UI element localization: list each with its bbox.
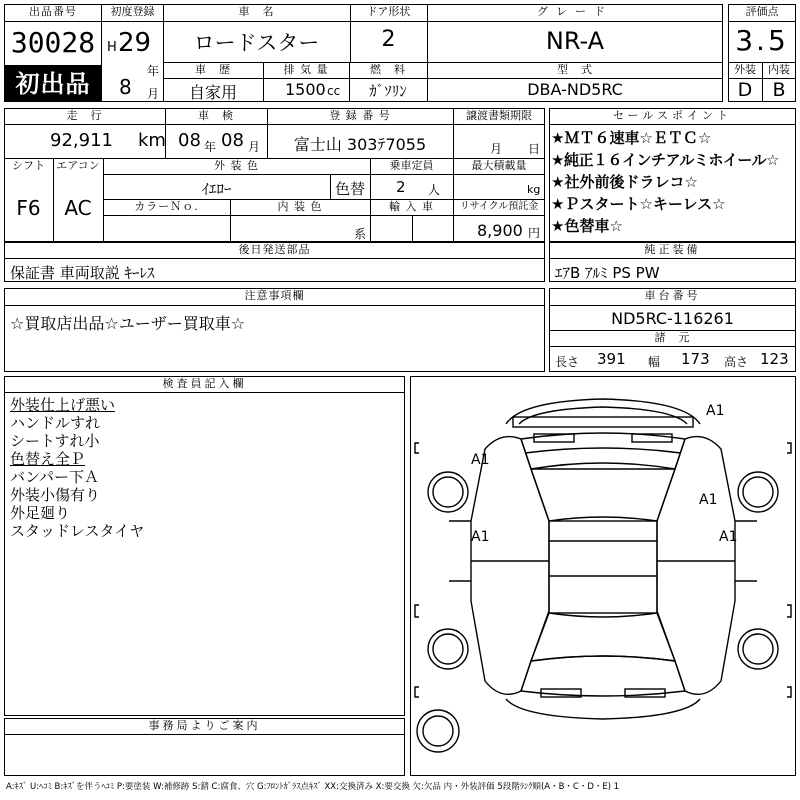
model-label: 型 式 [557, 63, 593, 76]
width-value: 173 [681, 350, 710, 368]
office-label: 事務局よりご案内 [148, 719, 261, 732]
displacement-unit: cc [327, 84, 341, 98]
ext-color: ｲｴﾛｰ [201, 180, 232, 198]
rear-bumper [506, 699, 700, 719]
first-listing-text: 初出品 [15, 70, 91, 98]
history-label: 車 歴 [195, 63, 231, 76]
sales-point-item: ★純正１６インチアルミホイール☆ [551, 151, 779, 169]
history: 自家用 [188, 83, 237, 102]
int-grade: B [772, 79, 786, 101]
car-name: ロードスター [193, 31, 320, 55]
wheel-rear-right [738, 629, 778, 669]
rear-window [531, 613, 675, 661]
inspector-note: ハンドルすれ [10, 414, 101, 432]
int-color-label: 内 装 色 [277, 200, 323, 213]
capacity: 2 [396, 178, 406, 196]
height-label: 高さ [724, 355, 749, 369]
grade: NR-A [545, 27, 605, 55]
grade-label: グレード [537, 5, 613, 18]
car-diagram-svg [411, 377, 795, 775]
wheel-rear-left [428, 629, 468, 669]
transfer-day: 日 [528, 142, 541, 156]
mileage-label: 走 行 [66, 109, 103, 122]
transfer-month: 月 [490, 142, 503, 156]
recycle-amount: 8,900 [477, 221, 523, 240]
chassis-value: ND5RC-116261 [611, 309, 734, 328]
import-label: 輸 入 車 [389, 200, 434, 213]
mileage-unit: km [138, 130, 166, 151]
chassis-label: 車台番号 [644, 289, 701, 302]
trunk [521, 656, 685, 696]
inspector-label: 検査員記入欄 [162, 377, 247, 390]
caution-label: 注意事項欄 [244, 289, 305, 302]
reg-month: 8 [119, 75, 132, 99]
inspector-notes [10, 396, 400, 540]
details-box [4, 108, 545, 242]
insp-year-unit: 年 [204, 140, 217, 154]
model: DBA-ND5RC [527, 80, 623, 99]
first-listing-badge [4, 66, 102, 102]
wheel-front-left [428, 472, 468, 512]
ac-label: エアコン [56, 159, 100, 172]
front-grille [513, 417, 693, 427]
later-parts-label: 後日発送部品 [238, 243, 311, 256]
sales-points-label: セールスポイント [612, 109, 732, 122]
cabin [549, 521, 657, 613]
equipment-label: 純正装備 [644, 243, 701, 256]
int-grade-label: 内装 [768, 63, 790, 76]
fuel: ｶﾞｿﾘﾝ [369, 82, 407, 100]
capacity-label: 乗車定員 [389, 159, 434, 172]
repaint-flag: 色替 [334, 180, 365, 198]
sales-point-item: ★Ｐスタート☆キーレス☆ [551, 195, 726, 213]
first-reg-label: 初度登録 [110, 5, 155, 18]
mileage: 92,911 [50, 130, 113, 151]
shift-label: シフト [12, 159, 45, 172]
inspector-note: スタッドレスタイヤ [10, 522, 145, 540]
ac: AC [64, 196, 92, 220]
inspector-note: 外装小傷有り [10, 486, 101, 504]
recycle-unit: 円 [528, 226, 541, 240]
insp-month: 08 [221, 130, 244, 151]
damage-mark: A1 [719, 529, 738, 545]
windshield [531, 463, 675, 521]
recycle-label: リサイクル預託金 [459, 201, 539, 212]
sales-point-item: ★社外前後ドラレコ☆ [551, 173, 698, 191]
car-name-label: 車 名 [238, 5, 275, 18]
damage-mark: A1 [699, 492, 718, 508]
later-parts-value: 保証書 車両取説 ｷｰﾚｽ [10, 264, 155, 282]
insp-month-unit: 月 [248, 140, 261, 154]
inspector-note: シートすれ小 [10, 432, 100, 450]
length-value: 391 [597, 350, 626, 368]
damage-mark: A1 [471, 529, 490, 545]
length-label: 長さ [555, 355, 580, 369]
caution-value: ☆買取店出品☆ユーザー買取車☆ [10, 314, 246, 333]
fuel-label: 燃 料 [370, 63, 406, 76]
body-outline [471, 437, 549, 695]
ext-grade: D [737, 79, 753, 101]
plate-label: 登 録 番 号 [329, 109, 391, 122]
equipment-value: ｴｱB ｱﾙﾐ PS PW [555, 264, 660, 282]
displacement-label: 排 気 量 [283, 63, 329, 76]
inspector-note: 色替え全Ｐ [10, 450, 86, 468]
damage-mark: A1 [706, 403, 725, 419]
inspection-label: 車 検 [198, 109, 234, 122]
era: H [107, 40, 117, 55]
ext-color-label: 外 装 色 [214, 159, 259, 172]
dims-label: 諸 元 [654, 331, 691, 344]
legend-footer: A:ｷｽﾞ U:ﾍｺﾐ B:ｷｽﾞを伴うﾍｺﾐ P:要塗装 W:補修跡 S:錆 C:腐食、穴 G:ﾌﾛﾝﾄｶﾞﾗｽ点ｷｽﾞ XX:交換済み X:要交換 欠:欠品 内・外装評価 5段階ﾗﾝｸ順(A・B・C・D・E) 1 [6, 782, 620, 792]
reg-year: 29 [118, 28, 152, 58]
displacement: 1500 [285, 80, 326, 99]
insp-year: 08 [178, 130, 201, 151]
sales-point-item: ★ＭＴ６速車☆ＥＴＣ☆ [551, 129, 712, 147]
inspector-note: 外足廻り [10, 504, 71, 522]
shift: F6 [16, 196, 41, 220]
int-color-suffix: 系 [354, 227, 367, 241]
sales-point-item: ★色替車☆ [551, 217, 623, 235]
doors: 2 [381, 27, 396, 52]
month-unit: 月 [147, 87, 160, 101]
ext-grade-label: 外装 [734, 63, 756, 76]
lot-number-label: 出品番号 [29, 5, 77, 18]
load-unit: kg [527, 183, 541, 196]
load-label: 最大積載量 [471, 159, 527, 172]
score-label: 評価点 [745, 5, 779, 18]
inspector-note: バンパー下Ａ [10, 468, 99, 486]
hood-line [525, 448, 681, 453]
score: 3.5 [735, 24, 789, 57]
damage-mark: A1 [471, 452, 490, 468]
capacity-unit: 人 [428, 183, 441, 197]
plate: 富士山 303ﾃ7055 [293, 135, 427, 154]
front-bumper [506, 399, 700, 424]
lot-number: 30028 [10, 26, 96, 59]
color-no-label: カラーＮｏ. [134, 200, 199, 213]
door-label: ドア形状 [366, 5, 411, 18]
transfer-label: 譲渡書類期限 [466, 109, 532, 122]
height-value: 123 [760, 350, 789, 368]
front-bumper-inner [519, 407, 687, 424]
sales-points-list [551, 127, 795, 237]
width-label: 幅 [648, 355, 661, 369]
year-unit: 年 [147, 64, 160, 78]
inspector-note: 外装仕上げ悪い [10, 396, 116, 414]
wheel-front-right [738, 472, 778, 512]
damage-diagram [410, 376, 796, 776]
